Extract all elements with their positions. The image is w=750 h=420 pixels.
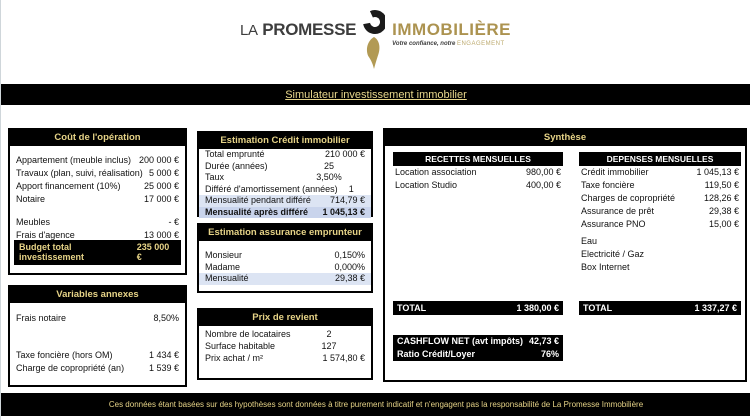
panel-prix-revient (197, 308, 373, 380)
brand-promesse: PROMESSE (262, 20, 357, 39)
budget-total-value: 235 000 € (136, 242, 170, 262)
cell-value[interactable]: 200 000 € (138, 155, 179, 165)
table-row (10, 193, 185, 206)
panel-credit-immobilier (197, 131, 373, 217)
ratio-value: 76% (540, 349, 559, 359)
table-row (199, 250, 371, 262)
table-row (579, 235, 741, 248)
row-label: Assurance de prêt (581, 206, 655, 216)
row-label: Charge de copropriété (an) (16, 363, 125, 373)
table-row (393, 166, 563, 179)
row-label: Eau (581, 236, 598, 246)
cell-value[interactable]: 8,50% (153, 313, 179, 323)
variables-annexes-rows (10, 312, 185, 375)
row-label: Taxe foncière (581, 180, 635, 190)
table-row (579, 179, 741, 192)
cell-value[interactable]: 17 000 € (143, 194, 179, 204)
recettes-total-bar (393, 301, 563, 315)
cell-value[interactable]: 5 000 € (148, 168, 179, 178)
row-label: Mensualité (205, 273, 249, 283)
cashflow-net-row (393, 335, 563, 348)
cell-value[interactable]: 25 (323, 160, 334, 171)
table-row (10, 216, 185, 229)
row-label: Surface habitable (205, 341, 276, 351)
row-label: Prix achat / m² (205, 353, 264, 363)
row-label: Mensualité pendant différé (205, 195, 311, 205)
credit-rows (199, 149, 371, 218)
table-row (579, 248, 741, 261)
panel-prix-title: Prix de revient (199, 310, 371, 326)
row-label: Total emprunté (205, 149, 265, 159)
table-row (10, 362, 185, 375)
cell-value[interactable]: 1 434 € (148, 350, 179, 360)
row-label: Crédit immobilier (581, 167, 649, 177)
row-label: Monsieur (205, 250, 243, 260)
panel-variables-annexes-title: Variables annexes (10, 287, 185, 303)
cell-value[interactable]: 1 (348, 183, 354, 194)
table-row (10, 349, 185, 362)
row-label: Notaire (16, 194, 46, 204)
table-row (10, 167, 185, 180)
table-row (579, 205, 741, 218)
brand-name-dark (240, 20, 356, 40)
row-label: Electricité / Gaz (581, 249, 645, 259)
cell-value[interactable]: 0,000% (334, 261, 365, 272)
company-logo (1, 6, 750, 78)
cell-value[interactable]: 2 (326, 329, 332, 339)
brand-immobiliere: IMMOBILIÈRE (392, 20, 511, 39)
budget-total-label: Budget total investissement (19, 242, 85, 262)
row-label: Frais notaire (16, 313, 67, 323)
ratio-label: Ratio Crédit/Loyer (397, 349, 476, 359)
row-label: Location Studio (395, 180, 458, 190)
table-row (199, 161, 371, 173)
row-label: Appartement (meuble inclus) (16, 155, 132, 165)
table-row (199, 340, 371, 352)
table-row (579, 166, 741, 179)
cell-value: 714,79 € (329, 195, 365, 205)
row-label: Frais d'agence (16, 230, 75, 240)
cout-operation-rows (10, 154, 185, 242)
assurance-rows (199, 250, 371, 285)
table-row (10, 154, 185, 167)
brand-name-gold-block (392, 20, 511, 47)
cell-value[interactable]: 0,150% (334, 250, 365, 260)
cell-value[interactable]: 119,50 € (704, 180, 739, 190)
table-row (579, 192, 741, 205)
brand-la: LA (240, 22, 258, 39)
panel-synthese (383, 128, 747, 382)
row-label: Meubles (16, 217, 51, 227)
recettes-header: RECETTES MENSUELLES (393, 152, 563, 166)
row-label: Charges de copropriété (581, 193, 676, 203)
panel-credit-title: Estimation Crédit immobilier (199, 133, 371, 149)
row-label: Différé d'amortissement (années) (205, 183, 338, 194)
table-row (579, 261, 741, 274)
page-title: Simulateur investissement immobilier (285, 88, 467, 101)
pin-drop-logo-icon (363, 8, 385, 72)
cell-value: 1 045,13 € (322, 206, 365, 217)
table-row-highlighted (199, 195, 371, 207)
table-row (199, 172, 371, 184)
tagline-dark: Votre confiance, notre (392, 41, 456, 47)
brand-tagline (392, 41, 511, 47)
table-row (199, 352, 371, 364)
panel-cout-operation (8, 128, 187, 275)
table-row (579, 218, 741, 231)
page-title-bar (1, 84, 750, 105)
depenses-column (579, 152, 741, 274)
cell-value: 1 574,80 € (322, 353, 365, 363)
cell-value[interactable]: 400,00 € (525, 180, 561, 190)
table-row (199, 262, 371, 274)
row-label: Location association (395, 167, 477, 177)
cashflow-net-value: 42,73 € (528, 336, 559, 346)
tagline-gold: ENGAGEMENT (456, 41, 505, 47)
row-label: Durée (années) (205, 160, 268, 171)
total-value: 1 380,00 € (516, 302, 559, 313)
cell-value[interactable]: 15,00 € (708, 219, 739, 229)
cell-value[interactable]: - € (168, 217, 179, 227)
cell-value[interactable]: 128,26 € (703, 193, 739, 203)
total-label: TOTAL (583, 302, 613, 313)
cell-value[interactable]: 980,00 € (525, 167, 561, 177)
ratio-credit-loyer-row (393, 348, 563, 361)
row-label: Box Internet (581, 262, 630, 272)
table-row (10, 180, 185, 193)
table-row-highlighted (199, 273, 371, 285)
table-row (199, 184, 371, 196)
cell-value[interactable]: 29,38 € (708, 206, 739, 216)
cell-value[interactable]: 127 (321, 341, 337, 351)
total-value: 1 337,27 € (694, 302, 737, 313)
cell-value[interactable]: 13 000 € (143, 230, 179, 240)
row-label: Apport financement (10%) (16, 181, 121, 191)
row-label: Taux (205, 172, 225, 182)
disclaimer-text: Ces données étant basées sur des hypothèses sont données à titre purement indicatif et n'engagent pas la responsabilité de La Promesse Immobilière (108, 400, 644, 409)
row-label: Assurance PNO (581, 219, 646, 229)
prix-revient-rows (199, 328, 371, 364)
cell-value[interactable]: 1 045,13 € (696, 167, 739, 177)
cell-value[interactable]: 25 000 € (143, 181, 179, 191)
budget-total-bar (14, 240, 181, 265)
cell-value[interactable]: 3,50% (316, 172, 342, 182)
total-label: TOTAL (397, 302, 427, 313)
row-label: Taxe foncière (hors OM) (16, 350, 113, 360)
cell-value[interactable]: 1 539 € (148, 363, 179, 373)
panel-variables-annexes (8, 285, 187, 387)
panel-assurance-title: Estimation assurance emprunteur (199, 225, 371, 241)
panel-synthese-title: Synthèse (385, 130, 745, 146)
table-row-highlighted (199, 207, 371, 219)
panel-assurance-emprunteur (197, 223, 373, 293)
cashflow-net-label: CASHFLOW NET (avt impôts) (397, 336, 523, 346)
row-label: Madame (205, 261, 241, 272)
table-row (199, 149, 371, 161)
table-row (199, 328, 371, 340)
cell-value: 29,38 € (334, 273, 365, 283)
row-label: Mensualité après différé (205, 206, 309, 217)
recettes-column (393, 152, 563, 192)
depenses-total-bar (579, 301, 741, 315)
table-row (10, 312, 185, 325)
panel-cout-operation-title: Coût de l'opération (10, 130, 185, 146)
row-label: Travaux (plan, suivi, réalisation) (16, 168, 143, 178)
table-row (393, 179, 563, 192)
disclaimer-bar (1, 393, 750, 416)
row-label: Nombre de locataires (205, 329, 291, 339)
cashflow-block (393, 335, 563, 361)
depenses-header: DEPENSES MENSUELLES (579, 152, 741, 166)
cell-value[interactable]: 210 000 € (324, 149, 365, 159)
